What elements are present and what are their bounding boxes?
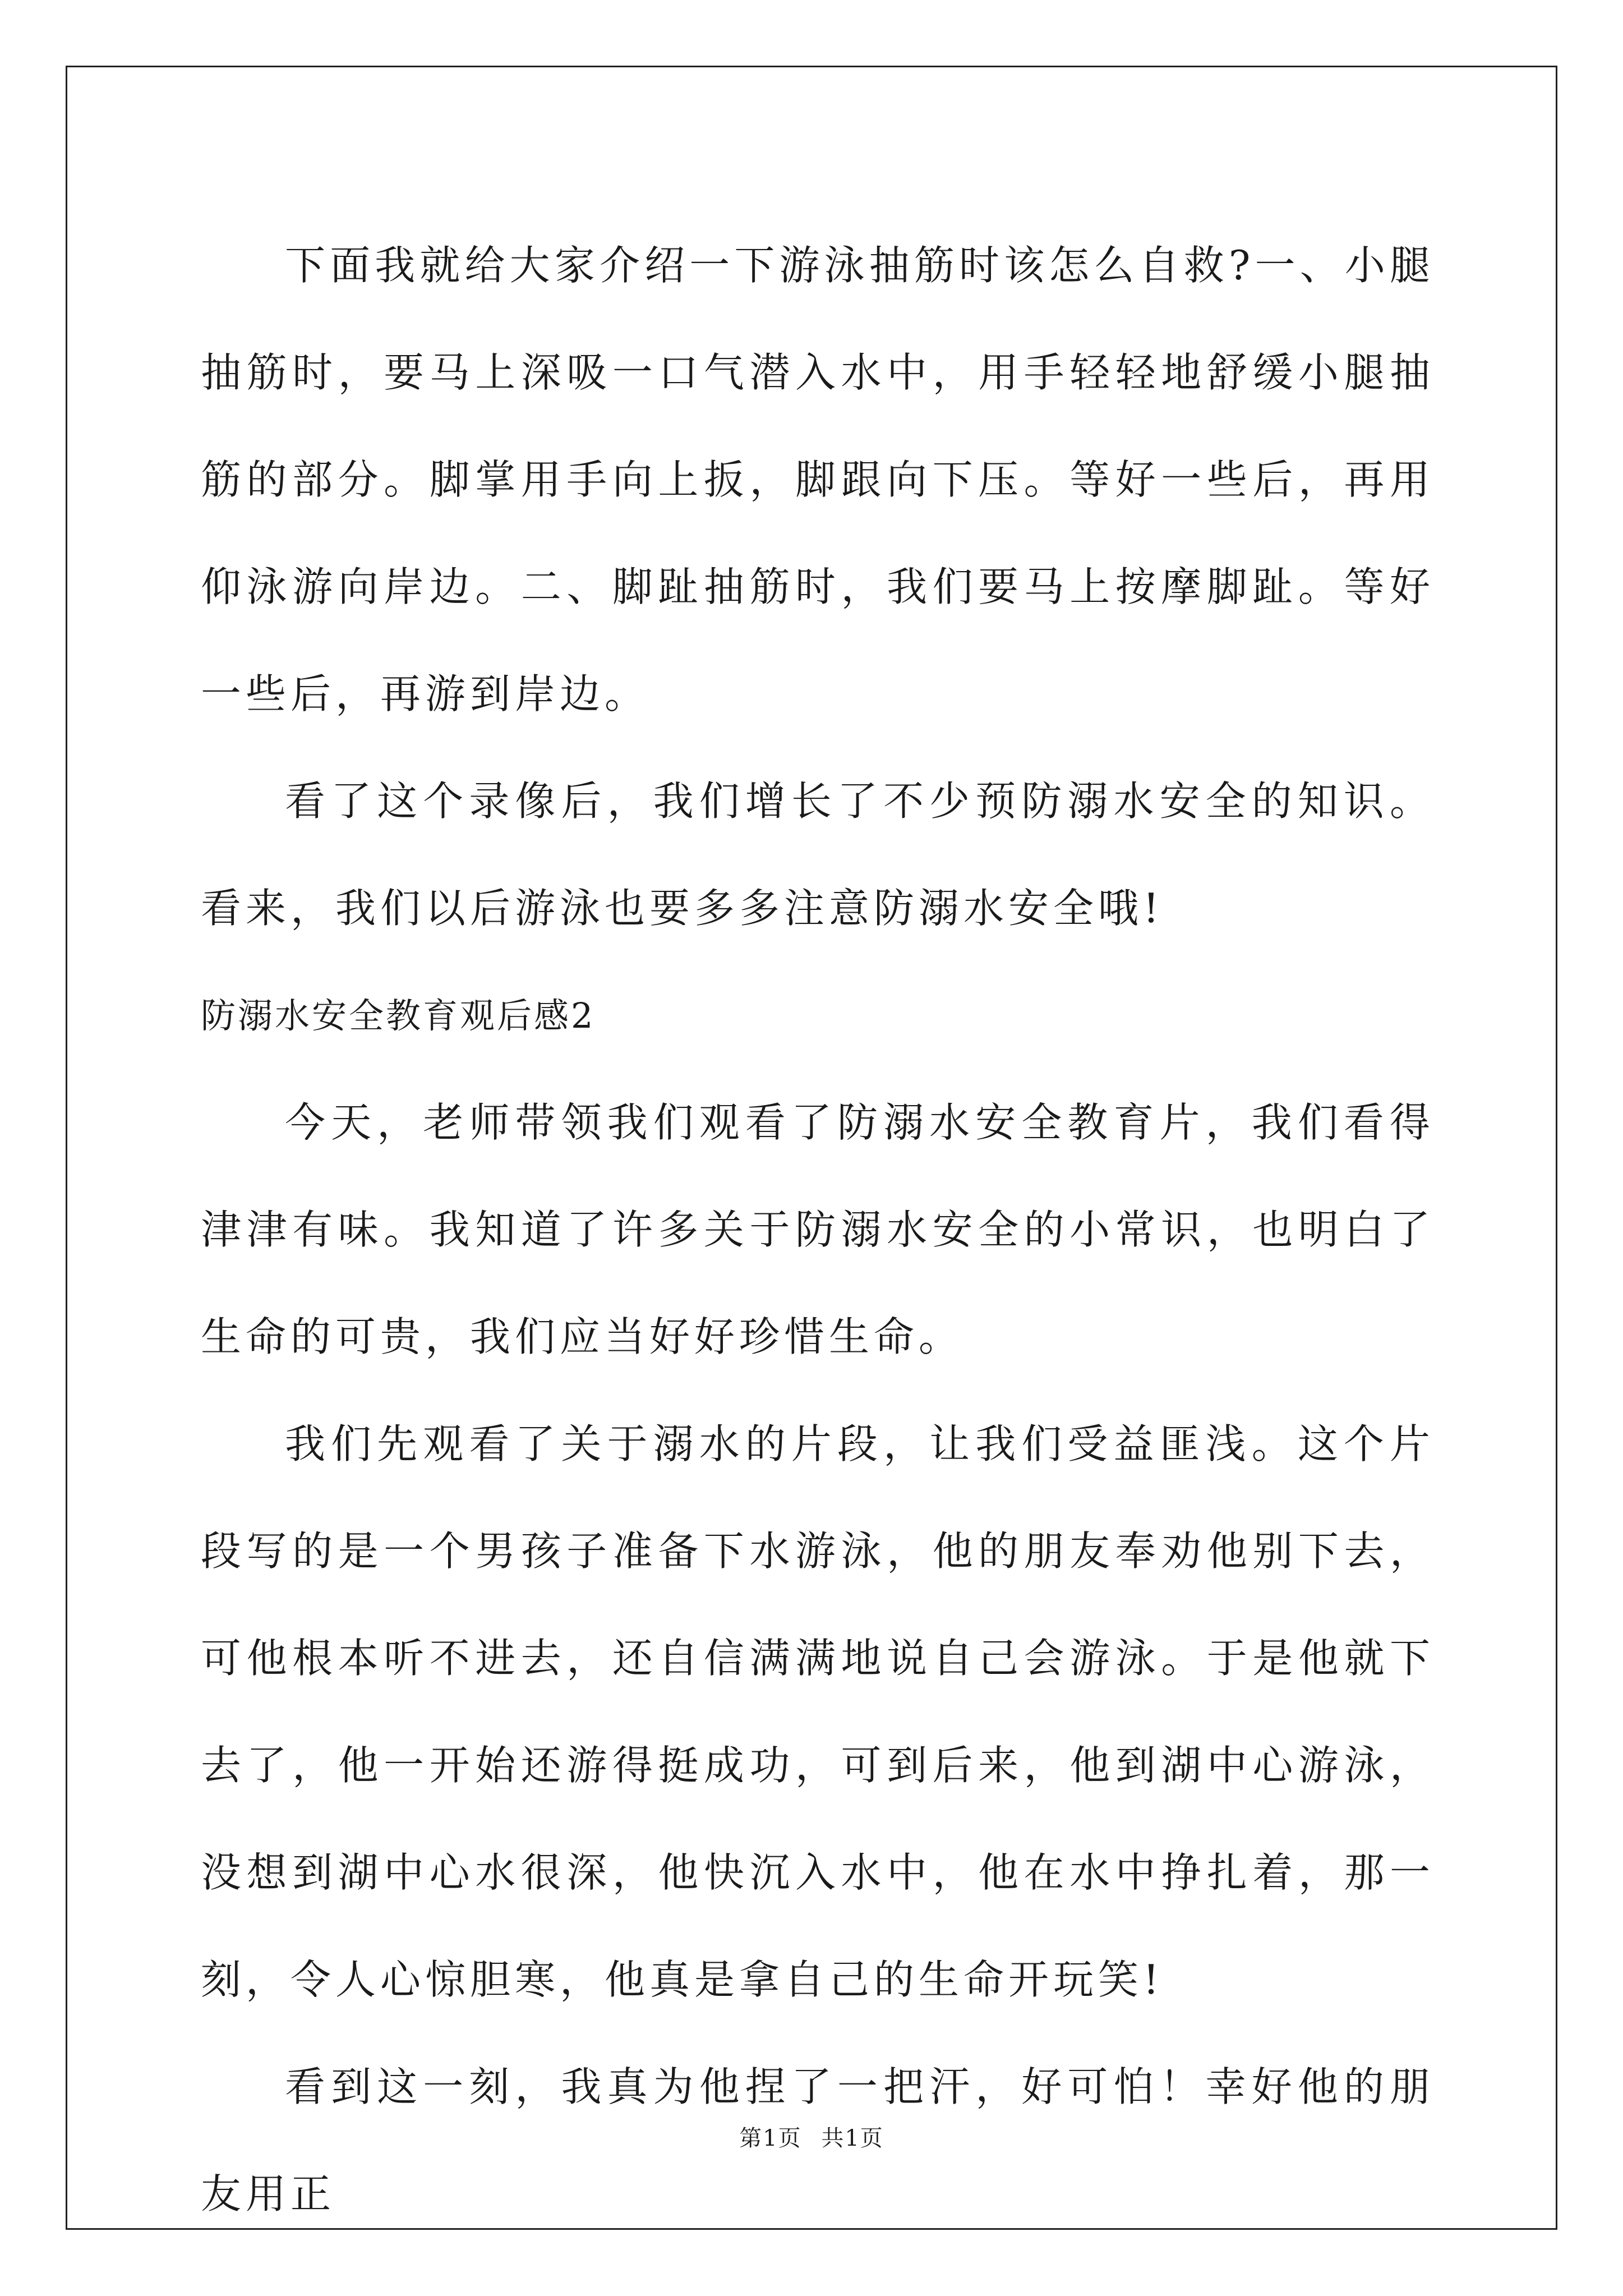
document-body — [201, 212, 1435, 2248]
paragraph: 看了这个录像后，我们增长了不少预防溺水安全的知识。看来，我们以后游泳也要多多注意防溺水安全哦! — [201, 777, 1435, 932]
paragraph: 看到这一刻，我真为他捏了一把汗，好可怕！幸好他的朋友用正 — [201, 2063, 1435, 2217]
page-footer — [0, 2120, 1623, 2152]
paragraph: 今天，老师带领我们观看了防溺水安全教育片，我们看得津津有味。我知道了许多关于防溺水安全的小常识，也明白了生命的可贵，我们应当好好珍惜生命。 — [201, 1099, 1435, 1360]
page-total: 共1页 — [821, 2125, 884, 2151]
paragraph: 下面我就给大家介绍一下游泳抽筋时该怎么自救?一、小腿抽筋时，要马上深吸一口气潜入水中，用手轻轻地舒缓小腿抽筋的部分。脚掌用手向上扳，脚跟向下压。等好一些后，再用仰泳游向岸边。二、脚趾抽筋时，我们要马上按摩脚趾。等好一些后，再游到岸边。 — [201, 242, 1435, 717]
section-heading: 防溺水安全教育观后感2 — [201, 995, 596, 1036]
paragraph: 我们先观看了关于溺水的片段，让我们受益匪浅。这个片段写的是一个男孩子准备下水游泳，他的朋友奉劝他别下去，可他根本听不进去，还自信满满地说自己会游泳。于是他就下去了，他一开始还游得挺成功，可到后来，他到湖中心游泳，没想到湖中心水很深，他快沉入水中，他在水中挣扎着，那一刻，令人心惊胆寒，他真是拿自己的生命开玩笑! — [201, 1420, 1435, 2003]
page-number: 第1页 — [739, 2125, 802, 2151]
